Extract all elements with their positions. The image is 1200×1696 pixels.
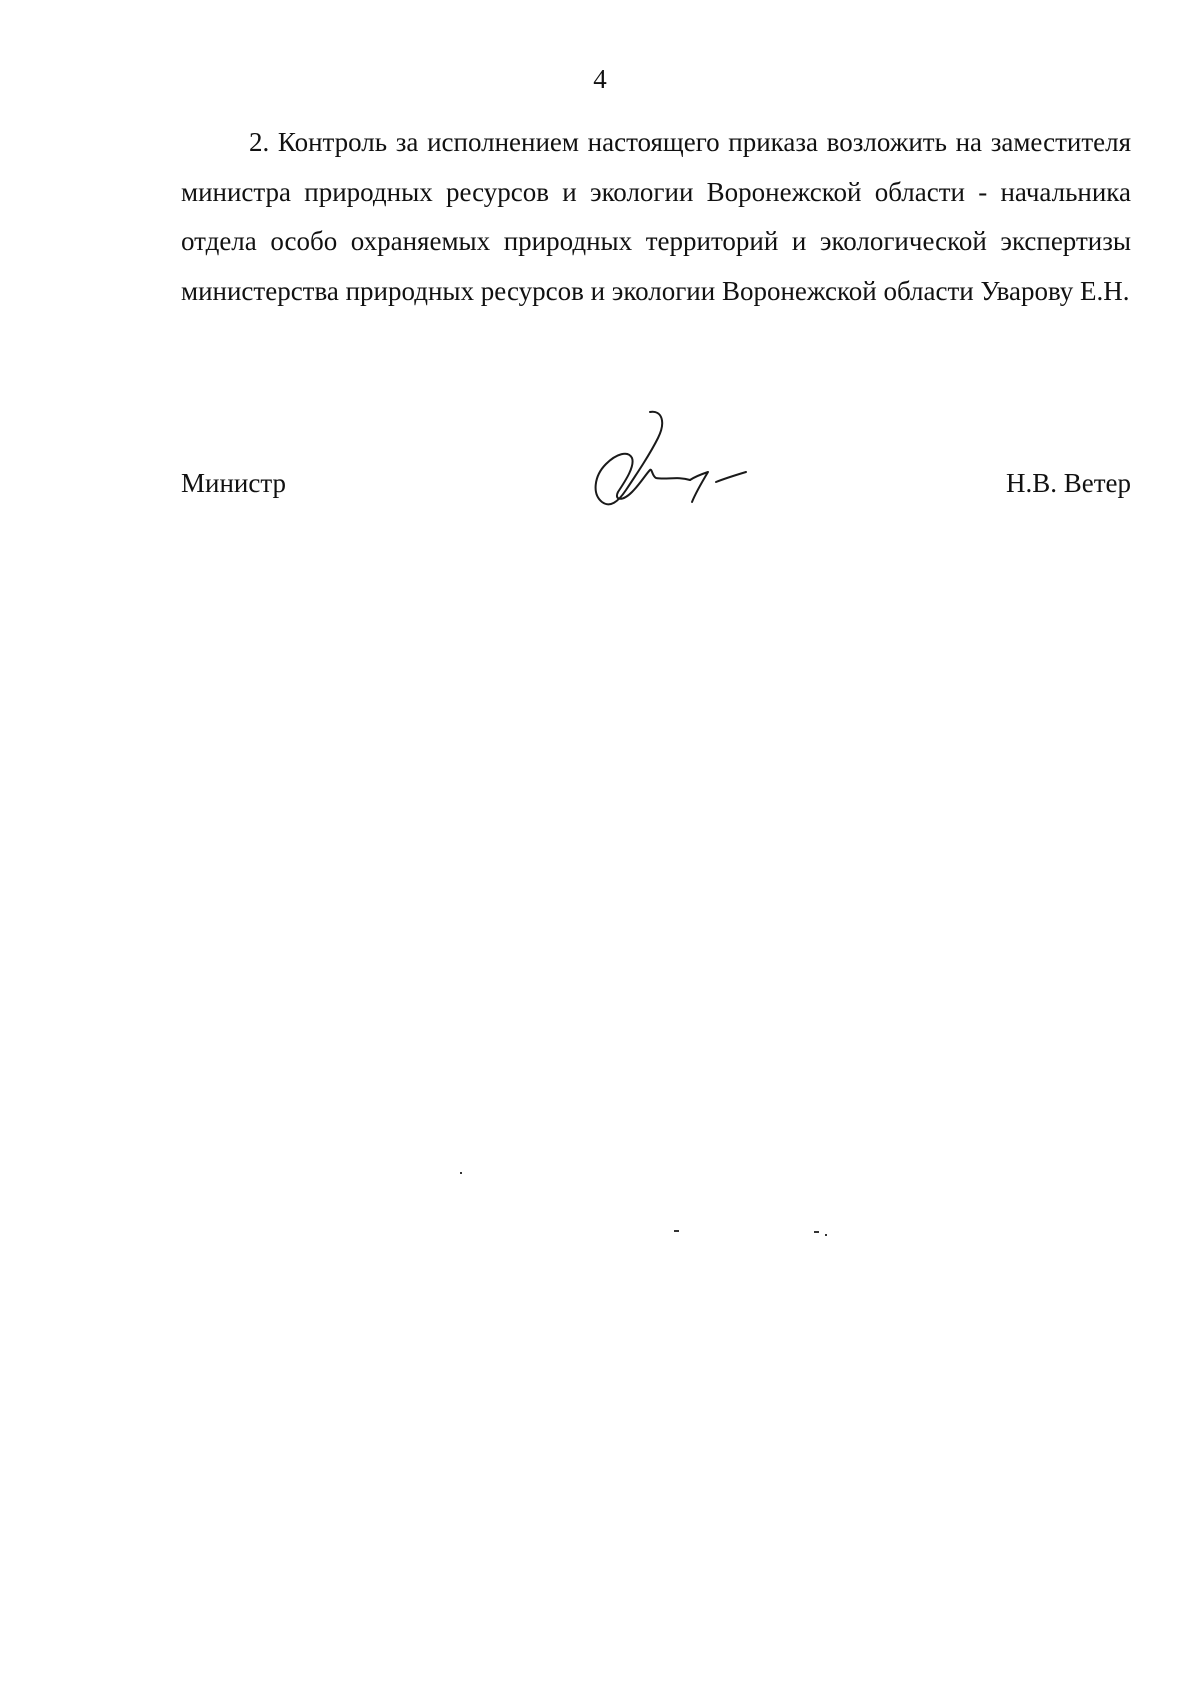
signer-position: Министр <box>181 468 286 498</box>
scan-speck <box>460 1172 462 1174</box>
body-paragraph: 2. Контроль за исполнением настоящего приказа возложить на заместителя министра природных ресурсов и экологии Воронежской области - начальника отдела особо охраняемых природных территорий и экологической экспертизы министерства природных ресурсов и экологии Воронежской области Уварову Е.Н. <box>181 127 1131 306</box>
scan-speck <box>814 1231 819 1233</box>
page-number: 4 <box>593 64 607 94</box>
signer-name: Н.В. Ветер <box>1005 468 1131 498</box>
scan-speck <box>825 1234 827 1236</box>
scan-speck <box>674 1230 679 1232</box>
handwritten-signature <box>580 410 760 520</box>
